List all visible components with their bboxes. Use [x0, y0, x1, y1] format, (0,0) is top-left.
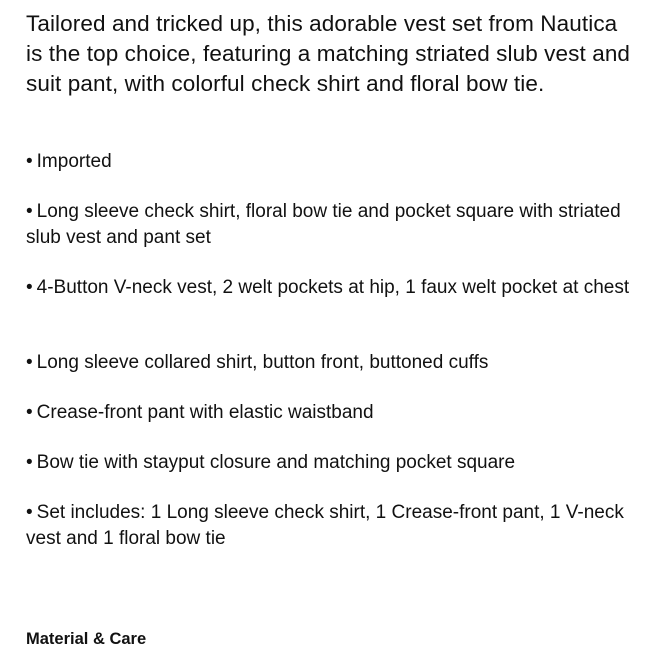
bullet-icon: • — [26, 352, 33, 373]
feature-list-item — [26, 450, 638, 476]
product-description — [26, 9, 638, 648]
feature-text: Set includes: 1 Long sleeve check shirt, 1 Crease-front pant, 1 V-neck vest and 1 floral bow tie — [26, 502, 624, 549]
bullet-icon: • — [26, 201, 33, 222]
feature-text: Crease-front pant with elastic waistband — [36, 402, 374, 423]
feature-text: Long sleeve collared shirt, button front, buttoned cuffs — [36, 352, 489, 373]
description-intro: Tailored and tricked up, this adorable vest set from Nautica is the top choice, featuring a matching striated slub vest and suit pant, with colorful check shirt and floral bow tie. — [26, 11, 631, 96]
feature-text: 4-Button V-neck vest, 2 welt pockets at hip, 1 faux welt pocket at chest — [36, 277, 630, 298]
feature-list-item — [26, 199, 638, 251]
bullet-icon: • — [26, 277, 33, 298]
feature-list-item — [26, 350, 638, 376]
feature-list-item — [26, 400, 638, 426]
feature-text: Long sleeve check shirt, floral bow tie and pocket square with striated slub vest and pant set — [26, 201, 621, 248]
bullet-icon: • — [26, 151, 33, 172]
feature-list-item — [26, 275, 638, 301]
material-care-heading[interactable]: Material & Care — [26, 630, 147, 648]
feature-list-item — [26, 500, 638, 552]
feature-text: Imported — [36, 151, 112, 172]
feature-text: Bow tie with stayput closure and matching pocket square — [36, 452, 516, 473]
feature-list-item — [26, 149, 638, 175]
bullet-icon: • — [26, 402, 33, 423]
bullet-icon: • — [26, 452, 33, 473]
bullet-icon: • — [26, 502, 33, 523]
